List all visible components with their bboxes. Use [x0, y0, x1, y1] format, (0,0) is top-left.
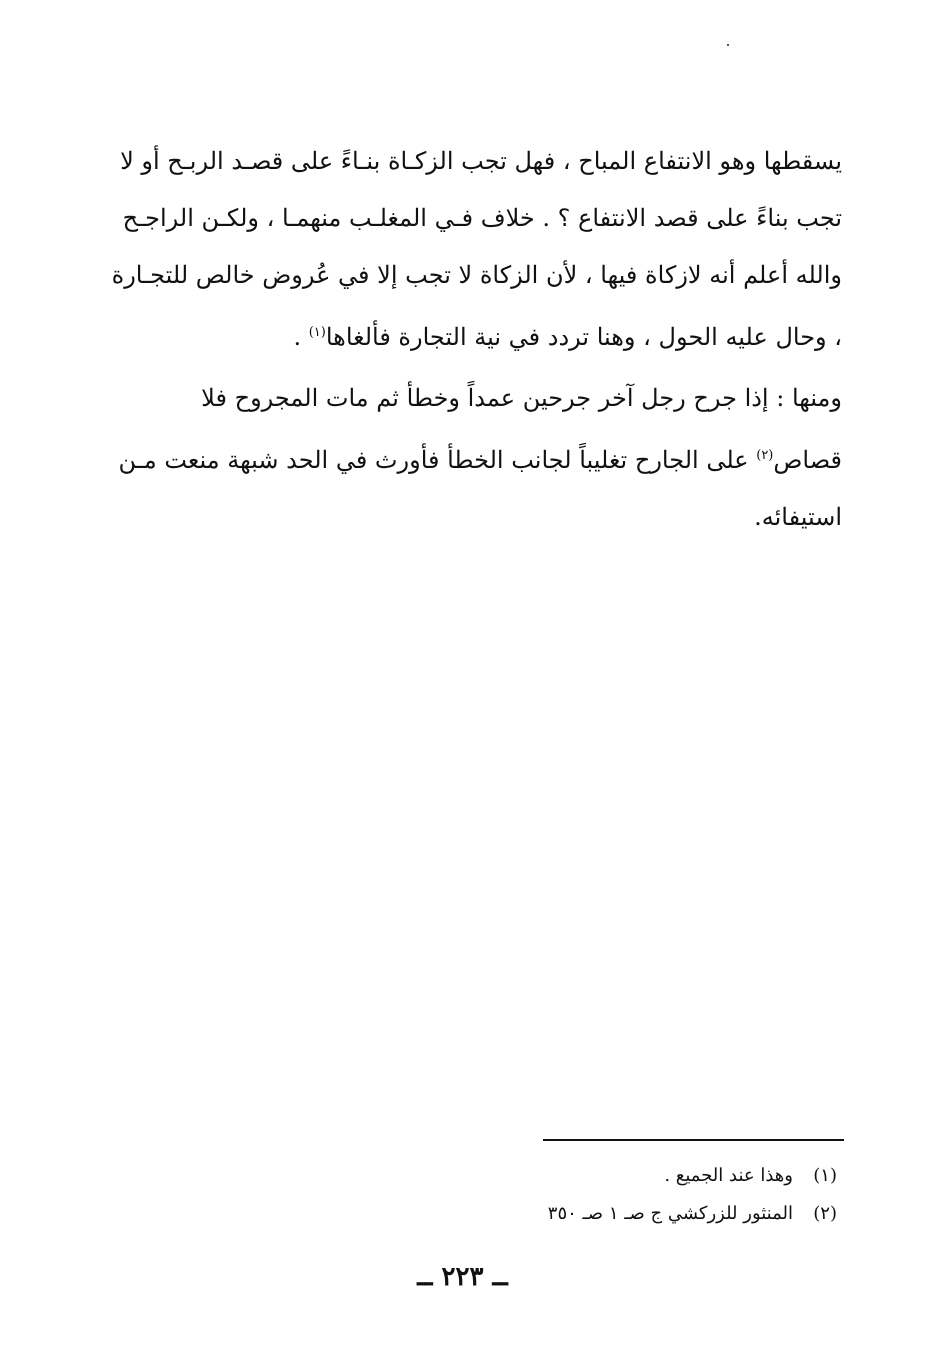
- footnote-text: المنثور للزركشي ج صـ ١ صـ ٣٥٠: [547, 1203, 793, 1224]
- text-line: تجب بناءً على قصد الانتفاع ؟ . خلاف فـي المغلـب منهمـا ، ولكـن الراجـح: [122, 204, 842, 232]
- main-text: [82, 133, 842, 546]
- footnote-ref-2[interactable]: (٢): [756, 448, 774, 463]
- text-run: قصاص: [773, 446, 842, 474]
- scan-speck: [727, 44, 729, 46]
- text-line: [82, 304, 842, 366]
- text-line: استيفائه.: [754, 503, 842, 531]
- footnote-separator: [543, 1139, 844, 1141]
- footnote-number: (١): [813, 1165, 837, 1186]
- footnote-item: [417, 1195, 837, 1233]
- text-line: يسقطها وهو الانتفاع المباح ، فهل تجب الزكـاة بنـاءً على قصـد الربـح أو لا: [120, 147, 842, 175]
- text-run: ، وحال عليه الحول ، وهنا تردد في نية التجارة فألغاها: [325, 323, 842, 351]
- footnote-text: وهذا عند الجميع .: [664, 1165, 793, 1186]
- text-line: والله أعلم أنه لازكاة فيها ، لأن الزكاة لا تجب إلا في عُروض خالص للتجـارة: [111, 261, 842, 289]
- footnotes: [417, 1157, 837, 1233]
- text-line: ومنها : إذا جرح رجل آخر جرحين عمداً وخطأ ثم مات المجروح فلا: [201, 384, 842, 412]
- paragraph-1: [82, 133, 842, 366]
- footnote-item: [417, 1157, 837, 1195]
- footnote-number: (٢): [813, 1203, 837, 1224]
- page-number: ــ ٢٢٣ ــ: [417, 1262, 508, 1292]
- text-run: .: [293, 323, 309, 351]
- text-run: على الجارح تغليباً لجانب الخطأ فأورث في الحد شبهة منعت مـن: [118, 446, 757, 474]
- text-line: [82, 427, 842, 489]
- paragraph-2: [82, 370, 842, 546]
- footnote-ref-1[interactable]: (١): [308, 325, 326, 340]
